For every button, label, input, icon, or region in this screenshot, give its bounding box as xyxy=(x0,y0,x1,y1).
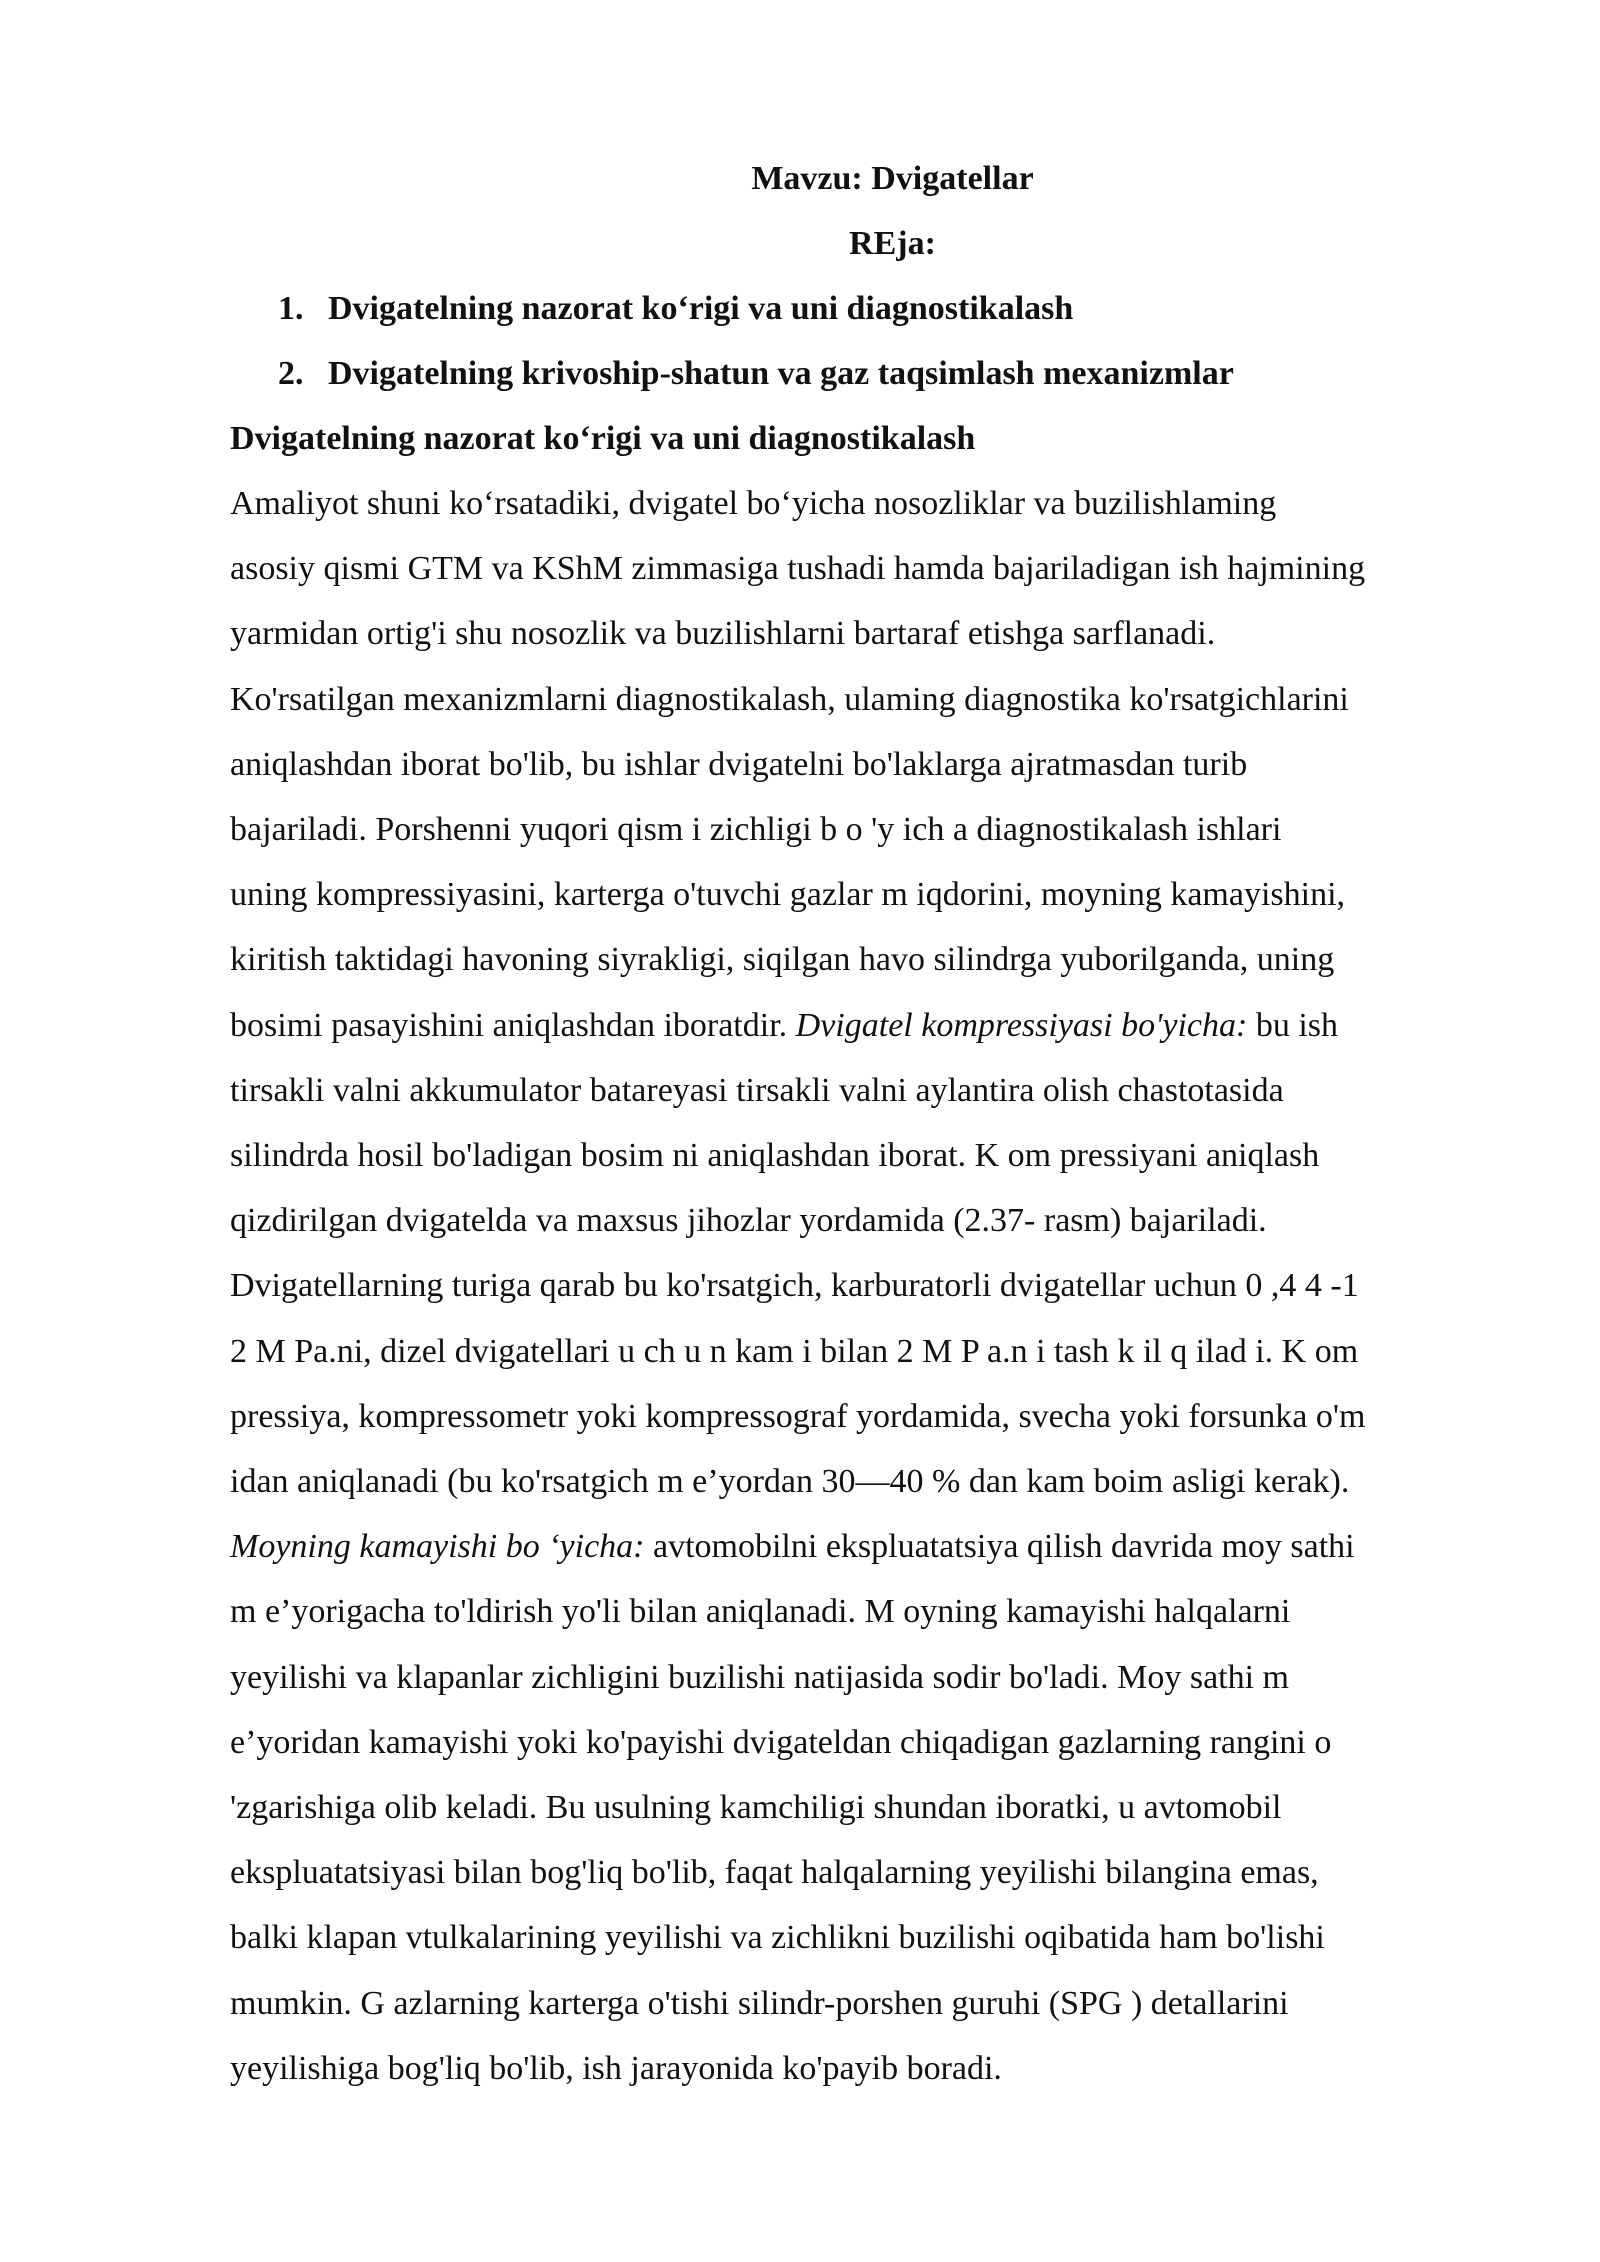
plan-heading: REja: xyxy=(849,225,936,262)
text-run: silindrda hosil bo'ladigan bosim ni aniqlashdan iborat. K om pressiyani aniqlash xyxy=(230,1137,1320,1175)
text-line xyxy=(230,797,1495,862)
text-run: bosimi pasayishini aniqlashdan iboratdir. xyxy=(230,1006,796,1044)
text-line xyxy=(230,993,1495,1058)
text-line xyxy=(230,1319,1495,1384)
text-run: m e’yorigacha to'ldirish yo'li bilan aniqlanadi. M oyning kamayishi halqalarni xyxy=(230,1593,1291,1631)
text-run: pressiya, kompressometr yoki kompressograf yordamida, svecha yoki forsunka o'm xyxy=(230,1397,1366,1435)
text-line xyxy=(230,1514,1495,1579)
text-line xyxy=(230,2036,1495,2101)
text-run: qizdirilgan dvigatelda va maxsus jihozlar yordamida (2.37- rasm) bajariladi. xyxy=(230,1202,1267,1240)
text-line xyxy=(230,1123,1495,1188)
text-line xyxy=(230,1905,1495,1970)
text-run: Ko'rsatilgan mexanizmlarni diagnostikalash, ulaming diagnostika ko'rsatgichlarini xyxy=(230,680,1349,718)
document-title: Mavzu: Dvigatellar xyxy=(751,160,1034,197)
body-text xyxy=(230,471,1495,2101)
text-run: ekspluatatsiyasi bilan bog'liq bo'lib, faqat halqalarning yeyilishi bilangina emas, xyxy=(230,1854,1319,1892)
text-run: uning kompressiyasini, karterga o'tuvchi gazlar m iqdorini, moyning kamayishini, xyxy=(230,876,1346,914)
text-line xyxy=(230,536,1495,601)
text-line xyxy=(230,1775,1495,1840)
text-line xyxy=(230,927,1495,992)
text-run: yeyilishiga bog'liq bo'lib, ish jarayonida ko'payib boradi. xyxy=(230,2049,1002,2087)
text-line xyxy=(230,1384,1495,1449)
plan-item xyxy=(230,341,1495,406)
text-run: asosiy qismi GTM va KShM zimmasiga tushadi hamda bajariladigan ish hajmining xyxy=(230,550,1366,588)
text-line xyxy=(230,667,1495,732)
text-run: yeyilishi va klapanlar zichligini buzilishi natijasida sodir bo'ladi. Moy sathi m xyxy=(230,1658,1289,1696)
text-line xyxy=(230,471,1495,536)
text-line xyxy=(230,1971,1495,2036)
text-line xyxy=(230,1058,1495,1123)
italic-run: Moyning kamayishi bo ‘yicha: xyxy=(230,1528,645,1566)
text-run: idan aniqlanadi (bu ko'rsatgich m e’yordan 30—40 % dan kam boim asligi kerak). xyxy=(230,1463,1350,1501)
text-run: balki klapan vtulkalarining yeyilishi va zichlikni buzilishi oqibatida ham bo'lishi xyxy=(230,1919,1325,1957)
plan-list xyxy=(230,276,1495,406)
plan-item-text: Dvigatelning nazorat ko‘rigi va uni diagnostikalash xyxy=(328,290,1074,327)
text-line xyxy=(230,601,1495,666)
text-line xyxy=(230,1710,1495,1775)
text-line xyxy=(230,1253,1495,1318)
text-run: e’yoridan kamayishi yoki ko'payishi dvigateldan chiqadigan gazlarning rangini o xyxy=(230,1723,1332,1761)
text-run: tirsakli valni akkumulator batareyasi tirsakli valni aylantira olish chastotasida xyxy=(230,1071,1284,1109)
text-run: Dvigatellarning turiga qarab bu ko'rsatgich, karburatorli dvigatellar uchun 0 ,4 4 -1 xyxy=(230,1267,1359,1305)
text-run: Amaliyot shuni ko‘rsatadiki, dvigatel bo‘yicha nosozliklar va buzilishlaming xyxy=(230,485,1277,522)
text-line xyxy=(230,1645,1495,1710)
text-run: 2 M Pa.ni, dizel dvigatellari u ch u n kam i bilan 2 M P a.n i tash k il q ilad i. K om xyxy=(230,1332,1359,1370)
text-run: kiritish taktidagi havoning siyrakligi, siqilgan havo silindrga yuborilganda, uning xyxy=(230,941,1335,979)
plan-item-text: Dvigatelning krivoship-shatun va gaz taqsimlash mexanizmlar xyxy=(328,355,1234,392)
section-heading: Dvigatelning nazorat ko‘rigi va uni diagnostikalash xyxy=(230,420,976,457)
plan-item-number: 1. xyxy=(278,290,304,327)
text-line xyxy=(230,732,1495,797)
text-run: bu ish xyxy=(1247,1006,1339,1044)
plan-item-number: 2. xyxy=(278,355,304,392)
italic-run: Dvigatel kompressiyasi bo'yicha: xyxy=(795,1006,1248,1044)
plan-item xyxy=(230,276,1495,341)
text-run: mumkin. G azlarning karterga o'tishi silindr-porshen guruhi (SPG ) detallarini xyxy=(230,1984,1289,2022)
text-run: yarmidan ortig'i shu nosozlik va buzilishlarni bartaraf etishga sarflanadi. xyxy=(230,615,1216,653)
text-line xyxy=(230,862,1495,927)
text-run: 'zgarishiga olib keladi. Bu usulning kamchiligi shundan iboratki, u avtomobil xyxy=(230,1789,1282,1827)
text-run: bajariladi. Porshenni yuqori qism i zichligi b o 'y ich a diagnostikalash ishlari xyxy=(230,811,1282,849)
text-run: avtomobilni ekspluatatsiya qilish davrida moy sathi xyxy=(644,1528,1355,1566)
text-line xyxy=(230,1449,1495,1514)
text-line xyxy=(230,1579,1495,1644)
document-page xyxy=(230,146,1495,2101)
text-line xyxy=(230,1188,1495,1253)
text-line xyxy=(230,1840,1495,1905)
text-run: aniqlashdan iborat bo'lib, bu ishlar dvigatelni bo'laklarga ajratmasdan turib xyxy=(230,745,1248,783)
